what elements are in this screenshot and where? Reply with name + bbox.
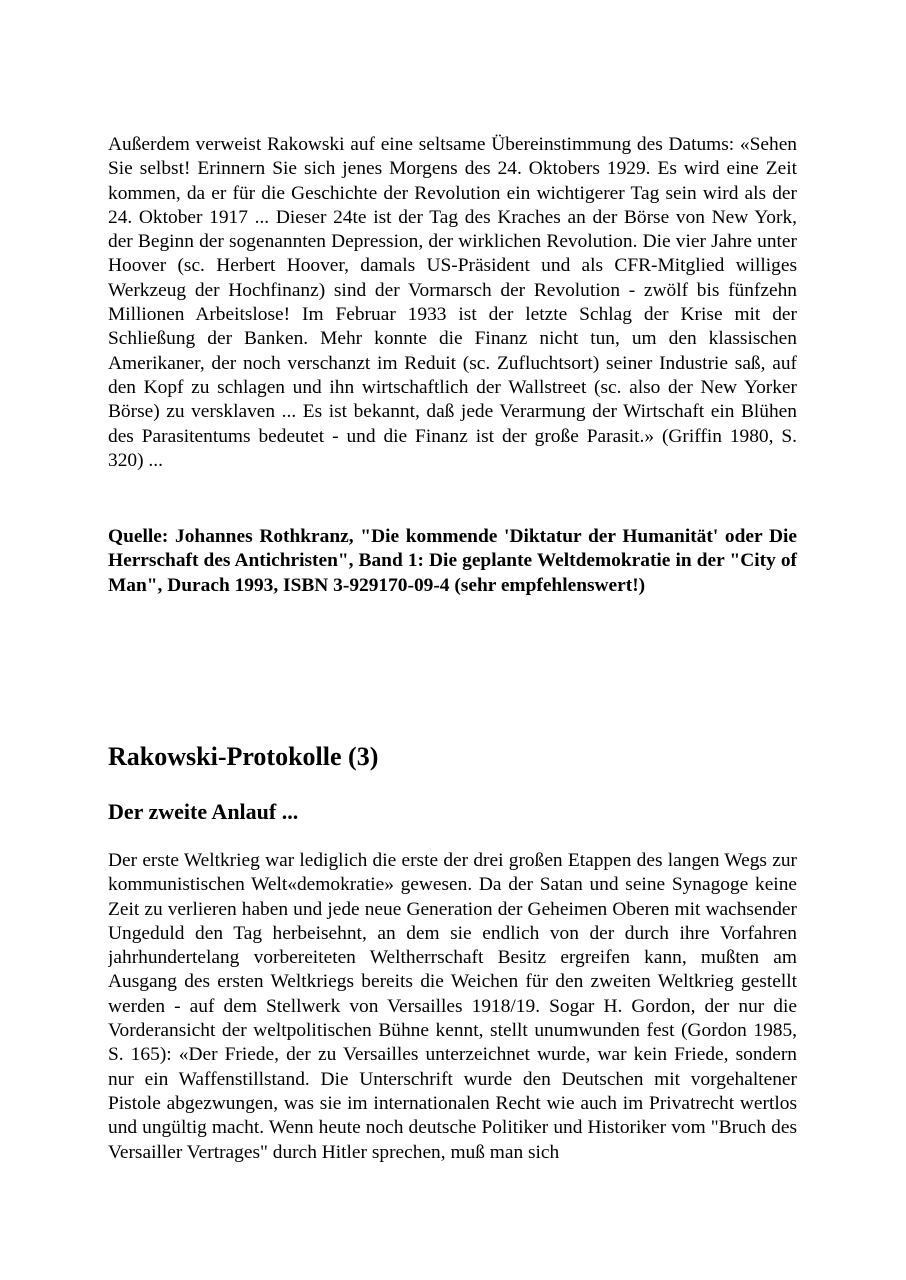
section-heading: Rakowski-Protokolle (3) (108, 742, 379, 771)
body-paragraph-crash-1929: Außerdem verweist Rakowski auf eine seltsame Übereinstimmung des Datums: «Sehen Sie selbst! Erinnern Sie sich jenes Morgens des 24. Oktobers 1929. Es wird eine Zeit kommen, da er für die Geschichte der Revolution ein wichtigerer Tag sein wird als der 24. Oktober 1917 ... Dieser 24te ist der Tag des Kraches an der Börse von New York, der Beginn der sogenannten Depression, der wirklichen Revolution. Die vier Jahre unter Hoover (sc. Herbert Hoover, damals US-Präsident und als CFR-Mitglied williges Werkzeug der Hochfinanz) sind der Vormarsch der Revolution - zwölf bis fünfzehn Millionen Arbeitslose! Im Februar 1933 ist der letzte Schlag der Krise mit der Schließung der Banken. Mehr konnte die Finanz nicht tun, um den klassischen Amerikaner, der noch verschanzt im Reduit (sc. Zufluchtsort) seiner Industrie saß, auf den Kopf zu schlagen und ihn wirtschaftlich der Wallstreet (sc. also der New Yorker Börse) zu versklaven ... Es ist bekannt, daß jede Verarmung der Wirtschaft ein Blühen des Parasitentums bedeutet - und die Finanz ist der große Parasit.» (Griffin 1980, S. 320) ... (108, 134, 797, 471)
body-paragraph-versailles: Der erste Weltkrieg war lediglich die erste der drei großen Etappen des langen Wegs zur kommunistischen Welt«demokratie» gewesen. Da der Satan und seine Synagoge keine Zeit zu verlieren haben und jede neue Generation der Geheimen Oberen mit wachsender Ungeduld den Tag herbeisehnt, an dem sie endlich von der durch ihre Vorfahren jahrhundertelang vorbereiteten Weltherrschaft Besitz ergreifen kann, mußten am Ausgang des ersten Weltkriegs bereits die Weichen für den zweiten Weltkrieg gestellt werden - auf dem Stellwerk von Versailles 1918/19. Sogar H. Gordon, der nur die Vorderansicht der weltpolitischen Bühne kennt, stellt unumwunden fest (Gordon 1985, S. 165): «Der Friede, der zu Versailles unterzeichnet wurde, war kein Friede, sondern nur ein Waffenstillstand. Die Unterschrift wurde den Deutschen mit vorgehaltener Pistole abgezwungen, was sie im internationalen Recht wie auch im Privatrecht wertlos und ungültig macht. Wenn heute noch deutsche Politiker und Historiker vom "Bruch des Versailler Vertrages" durch Hitler sprechen, muß man sich (108, 850, 797, 1163)
section-subheading: Der zweite Anlauf ... (108, 799, 299, 824)
source-citation: Quelle: Johannes Rothkranz, "Die kommende 'Diktatur der Humanität' oder Die Herrschaft des Antichristen", Band 1: Die geplante Weltdemokratie in der "City of Man", Durach 1993, ISBN 3-929170-09-4 (sehr empfehlenswert!) (108, 526, 797, 596)
